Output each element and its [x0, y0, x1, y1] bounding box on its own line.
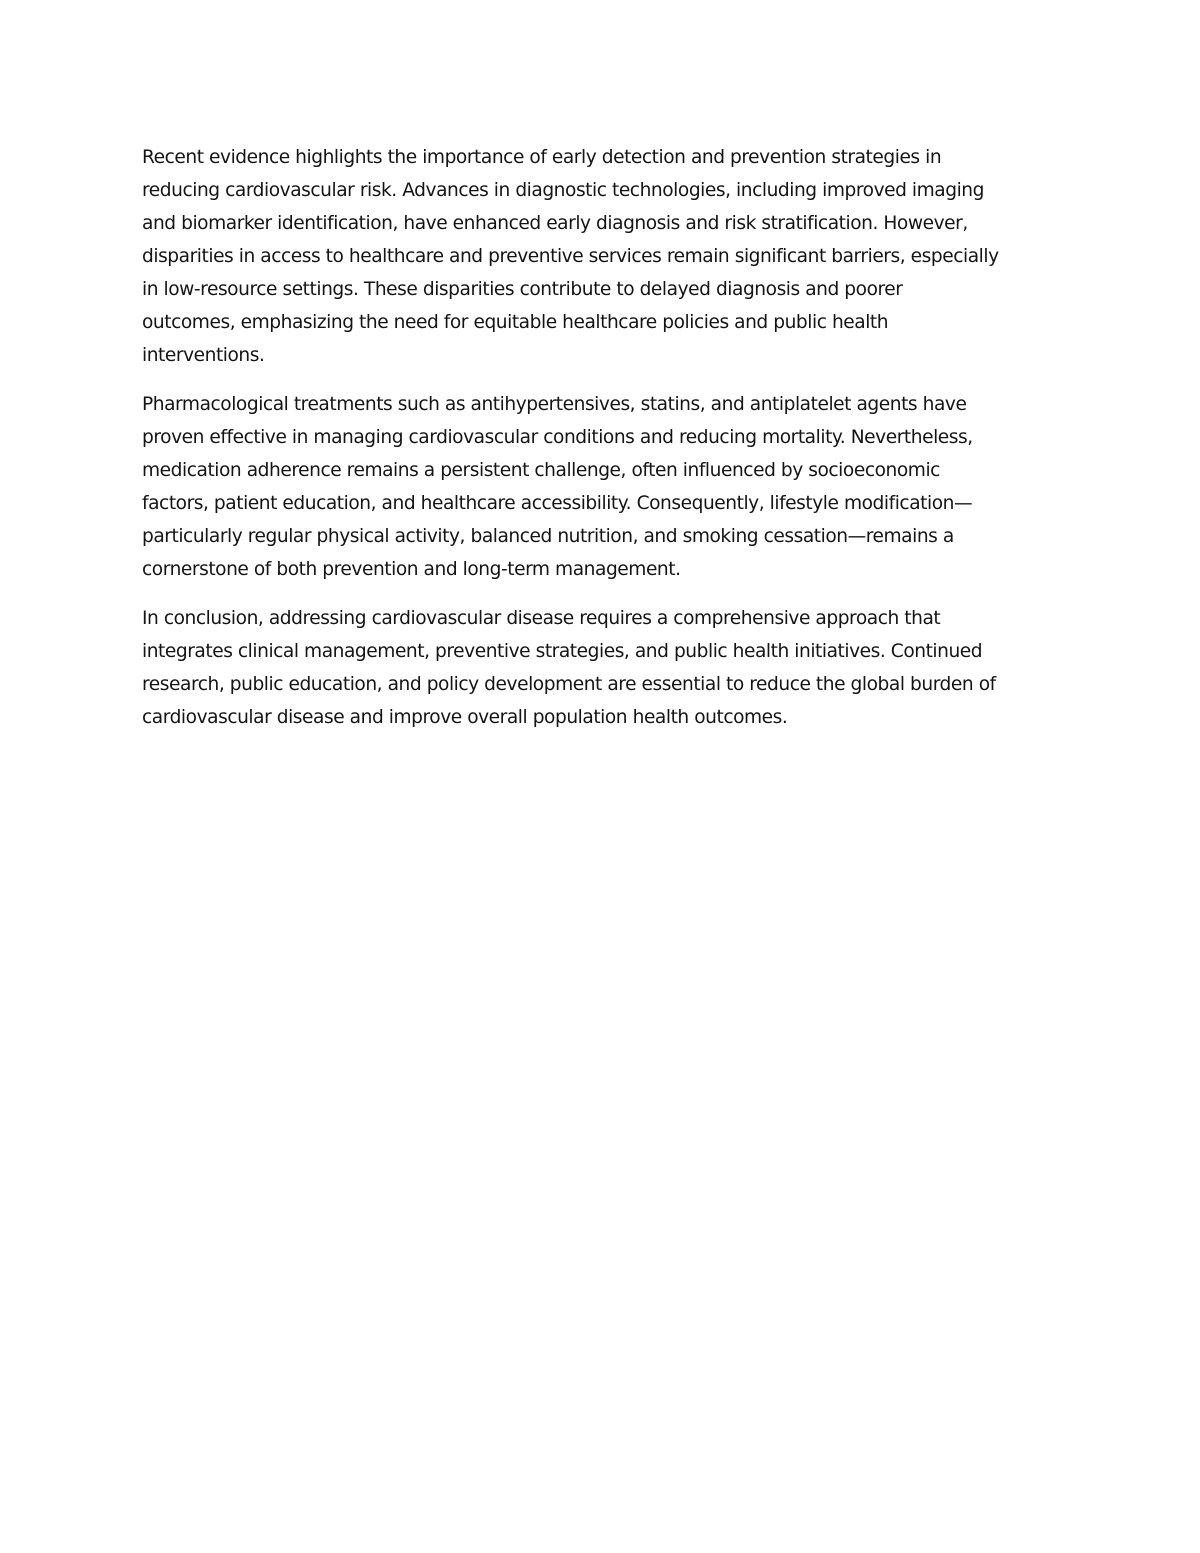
- text-line: interventions.: [142, 345, 265, 366]
- text-line: particularly regular physical activity, balanced nutrition, and smoking cessation—remains a: [142, 526, 954, 547]
- text-line: cornerstone of both prevention and long-term management.: [142, 559, 681, 580]
- paragraph-early-detection: [142, 141, 1062, 372]
- text-line: research, public education, and policy development are essential to reduce the global burden of: [142, 674, 996, 695]
- text-line: Recent evidence highlights the importance of early detection and prevention strategies in: [142, 147, 942, 168]
- text-line: outcomes, emphasizing the need for equitable healthcare policies and public health: [142, 312, 889, 333]
- document-body: [142, 141, 1062, 750]
- paragraph-pharmacological-treatments: [142, 388, 1062, 586]
- text-line: in low-resource settings. These disparities contribute to delayed diagnosis and poorer: [142, 279, 903, 300]
- text-line: proven effective in managing cardiovascular conditions and reducing mortality. Nevertheless,: [142, 427, 973, 448]
- text-line: In conclusion, addressing cardiovascular disease requires a comprehensive approach that: [142, 608, 941, 629]
- text-line: cardiovascular disease and improve overall population health outcomes.: [142, 707, 788, 728]
- text-line: reducing cardiovascular risk. Advances in diagnostic technologies, including improved imaging: [142, 180, 984, 201]
- text-line: Pharmacological treatments such as antihypertensives, statins, and antiplatelet agents have: [142, 394, 967, 415]
- text-line: integrates clinical management, preventive strategies, and public health initiatives. Continued: [142, 641, 983, 662]
- text-line: medication adherence remains a persistent challenge, often influenced by socioeconomic: [142, 460, 940, 481]
- text-line: and biomarker identification, have enhanced early diagnosis and risk stratification. However,: [142, 213, 968, 234]
- text-line: factors, patient education, and healthcare accessibility. Consequently, lifestyle modification—: [142, 493, 973, 514]
- text-line: disparities in access to healthcare and preventive services remain significant barriers, especially: [142, 246, 999, 267]
- paragraph-conclusion: [142, 602, 1062, 734]
